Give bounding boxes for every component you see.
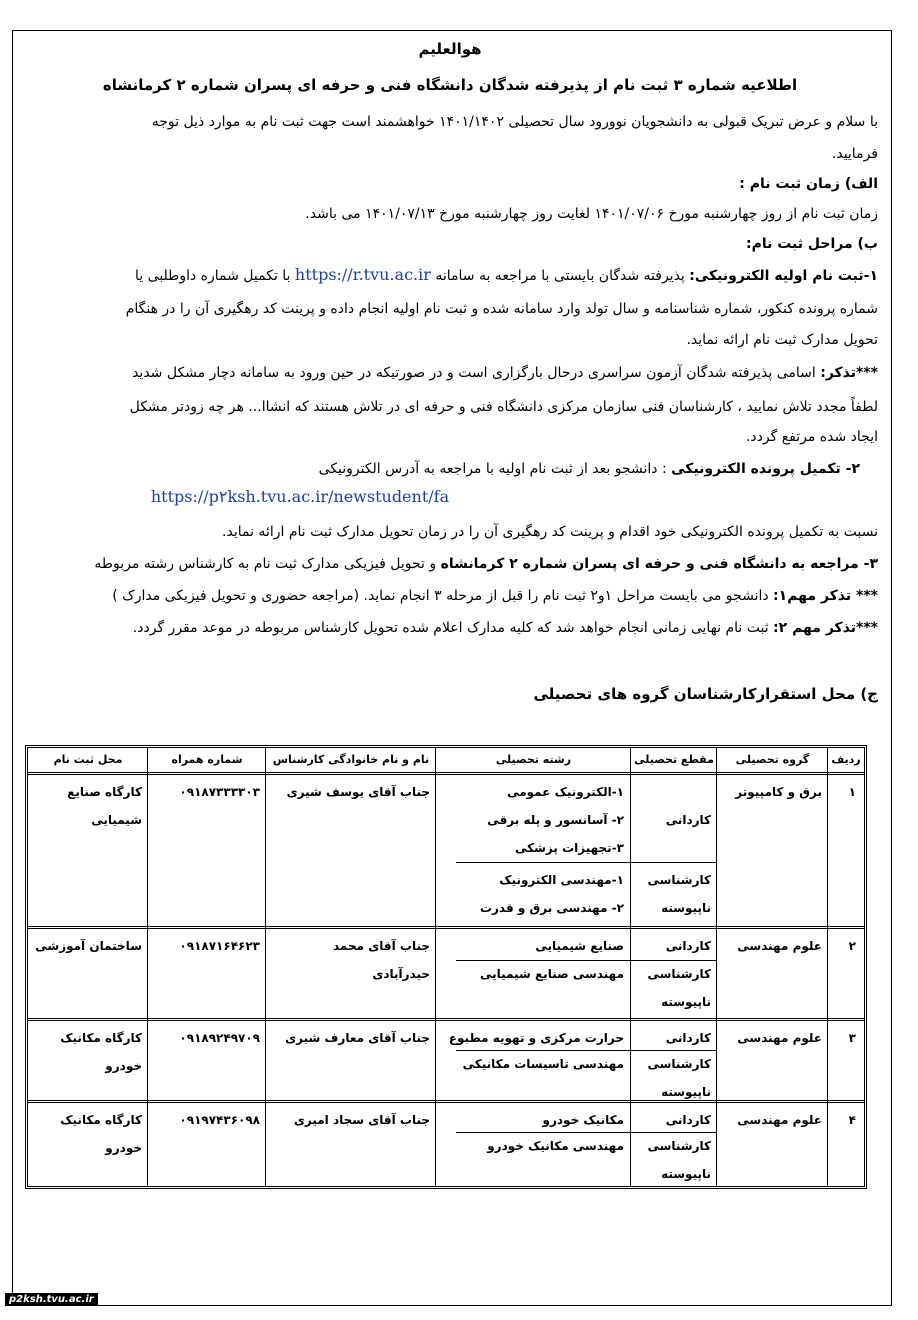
row1-group: برق و کامپیوتر — [735, 785, 822, 799]
note-line-1 — [132, 363, 878, 383]
row4-field-2: مهندسی مکانیک خودرو — [487, 1139, 624, 1153]
row4-place: کارگاه مکانیک خودرو — [60, 1113, 142, 1155]
row4-field-1: مکانیک خودرو — [542, 1113, 624, 1127]
step2-link-row — [22, 487, 578, 506]
row1-field-1: ۱-الکترونیک عمومی ۲- آسانسور و پله برقی ۳-تجهیزات پزشکی — [487, 785, 624, 855]
step2-line-3: نسبت به تکمیل پرونده الکترونیکی خود اقدام و پرینت کد رهگیری آن را در زمان تحویل مدارک ثبت نام ارائه نماید. — [222, 524, 878, 540]
row3-num: ۳ — [848, 1031, 856, 1045]
col-header-place: محل ثبت نام — [53, 753, 123, 766]
row4-phone: ۰۹۱۹۷۴۳۶۰۹۸ — [179, 1113, 260, 1127]
row1-place: کارگاه صنایع شیمیایی — [67, 785, 142, 827]
doc-invocation: هوالعلیم — [418, 40, 482, 58]
row1-num: ۱ — [848, 785, 856, 799]
important-note-1 — [112, 586, 878, 606]
note-text-1: اسامی پذیرفته شدگان آزمون سراسری درحال بارگزاری است و در صورتیکه در حین ورود به سامانه دچار مشکل شدید — [132, 365, 821, 381]
doc-title: اطلاعیه شماره ۳ ثبت نام از پذیرفته شدگان دانشگاه فنی و حرفه ای پسران شماره ۲ کرمانشاه — [102, 76, 798, 94]
step1-link[interactable]: https://r.tvu.ac.ir — [294, 265, 431, 284]
important-note-2-title: ***تذکر مهم ۲: — [773, 620, 878, 636]
important-note-2 — [133, 618, 878, 638]
step3-text: و تحویل فیزیکی مدارک ثبت نام به کارشناس رشته مربوطه — [94, 556, 441, 572]
step1-title: ۱-ثبت نام اولیه الکترونیکی: — [689, 268, 878, 284]
row4-level-2: کارشناسی ناپیوسته — [647, 1139, 711, 1181]
section-c-heading: ج) محل استقرارکارشناسان گروه های تحصیلی — [533, 685, 878, 703]
step2-link[interactable]: https://p۲ksh.tvu.ac.ir/newstudent/fa — [150, 487, 450, 506]
step3-title: ۳- مراجعه به دانشگاه فنی و حرفه ای پسران شماره ۲ کرمانشاه — [440, 556, 878, 572]
row2-place: ساختمان آموزشی — [35, 939, 142, 953]
important-note-1-title: *** تذکر مهم۱: — [773, 588, 878, 604]
row3-level-2: کارشناسی ناپیوسته — [647, 1057, 711, 1099]
step2-text: : دانشجو بعد از ثبت نام اولیه با مراجعه به آدرس الکترونیکی — [318, 461, 672, 477]
col-header-field: رشته تحصیلی — [495, 753, 572, 766]
step2-title: ۲- تکمیل پرونده الکترونیکی — [671, 461, 860, 477]
row2-group: علوم مهندسی — [737, 939, 822, 953]
row2-expert: جناب آقای محمد حیدرآبادی — [333, 939, 430, 981]
note-title: ***تذکر: — [820, 365, 878, 381]
col-header-group: گروه تحصیلی — [735, 753, 810, 766]
row3-group: علوم مهندسی — [737, 1031, 822, 1045]
row3-level-1: کاردانی — [665, 1031, 711, 1045]
row1-expert: جناب آقای یوسف شیری — [286, 785, 430, 799]
row2-num: ۲ — [848, 939, 856, 953]
row1-level-1: کاردانی — [665, 813, 711, 827]
note-line-2: لطفاً مجدد تلاش نمایید ، کارشناسان فنی سازمان مرکزی دانشگاه فنی و حرفه ای در تلاش هستند که انشاا... هر چه زودتر مشکل — [129, 399, 878, 415]
row1-level-2: کارشناسی ناپیوسته — [647, 873, 711, 915]
row4-level-1: کاردانی — [665, 1113, 711, 1127]
row4-expert: جناب آقای سجاد امیری — [293, 1113, 430, 1127]
step1-line-3: تحویل مدارک ثبت نام ارائه نماید. — [686, 332, 878, 348]
site-watermark: p2ksh.tvu.ac.ir — [5, 1293, 98, 1306]
note-line-3: ایجاد شده مرتفع گردد. — [745, 429, 878, 445]
step1-line-1 — [135, 265, 878, 286]
row2-phone: ۰۹۱۸۷۱۶۴۶۲۳ — [179, 939, 260, 953]
step3-line — [94, 554, 878, 574]
row3-field-1: حرارت مرکزی و تهویه مطبوع — [448, 1031, 624, 1045]
row3-expert: جناب آقای معارف شیری — [285, 1031, 430, 1045]
intro-line-1: با سلام و عرض تبریک قبولی به دانشجویان نوورود سال تحصیلی ۱۴۰۱/۱۴۰۲ خواهشمند است جهت ثبت نام به موارد ذیل توجه — [151, 114, 878, 130]
important-note-1-text: دانشجو می بایست مراحل ۱و۲ ثبت نام را قبل از مرحله ۳ انجام نماید. (مراجعه حضوری و تحویل فیزیکی مدارک ) — [112, 588, 774, 604]
row3-place: کارگاه مکانیک خودرو — [60, 1031, 142, 1073]
section-a-text: زمان ثبت نام از روز چهارشنبه مورخ ۱۴۰۱/۰۷/۰۶ لغایت روز چهارشنبه مورخ ۱۴۰۱/۰۷/۱۳ می باشد. — [305, 206, 878, 222]
col-header-row-num: ردیف — [831, 753, 861, 766]
row2-field-1: صنایع شیمیایی — [535, 939, 624, 953]
important-note-2-text: ثبت نام نهایی زمانی انجام خواهد شد که کلیه مدارک اعلام شده تحویل کارشناس مربوطه در موعد مقرر گردد. — [132, 620, 774, 636]
row2-field-2: مهندسی صنایع شیمیایی — [480, 967, 624, 981]
col-header-expert: نام و نام خانوادگی کارشناس — [272, 753, 430, 766]
col-header-level: مقطع تحصیلی — [634, 753, 714, 766]
intro-line-2: فرمایید. — [831, 146, 878, 162]
row1-field-2: ۱-مهندسی الکترونیک ۲- مهندسی برق و قدرت — [479, 873, 624, 915]
row2-level-1: کاردانی — [665, 939, 711, 953]
step1-line-2: شماره پرونده کنکور، شماره شناسنامه و سال تولد وارد سامانه شده و ثبت نام اولیه انجام داده و پرینت کد رهگیری آن را در هنگام — [125, 301, 878, 317]
step2-line-1 — [319, 459, 860, 479]
row1-phone: ۰۹۱۸۷۳۳۳۳۰۳ — [179, 785, 260, 799]
experts-table — [25, 745, 867, 1189]
step1-text: پذیرفته شدگان بایستی با مراجعه به سامانه — [430, 268, 690, 284]
section-a-heading: الف) زمان ثبت نام : — [739, 176, 878, 192]
step1-text-2: با تکمیل شماره داوطلبی یا — [135, 268, 295, 284]
row3-field-2: مهندسی تاسیسات مکانیکی — [462, 1057, 624, 1071]
row4-num: ۴ — [848, 1113, 856, 1127]
section-b-heading: ب) مراحل ثبت نام: — [745, 236, 878, 252]
row4-group: علوم مهندسی — [737, 1113, 822, 1127]
row2-level-2: کارشناسی ناپیوسته — [647, 967, 711, 1009]
col-header-phone: شماره همراه — [171, 753, 243, 766]
row3-phone: ۰۹۱۸۹۲۴۹۷۰۹ — [179, 1031, 260, 1045]
